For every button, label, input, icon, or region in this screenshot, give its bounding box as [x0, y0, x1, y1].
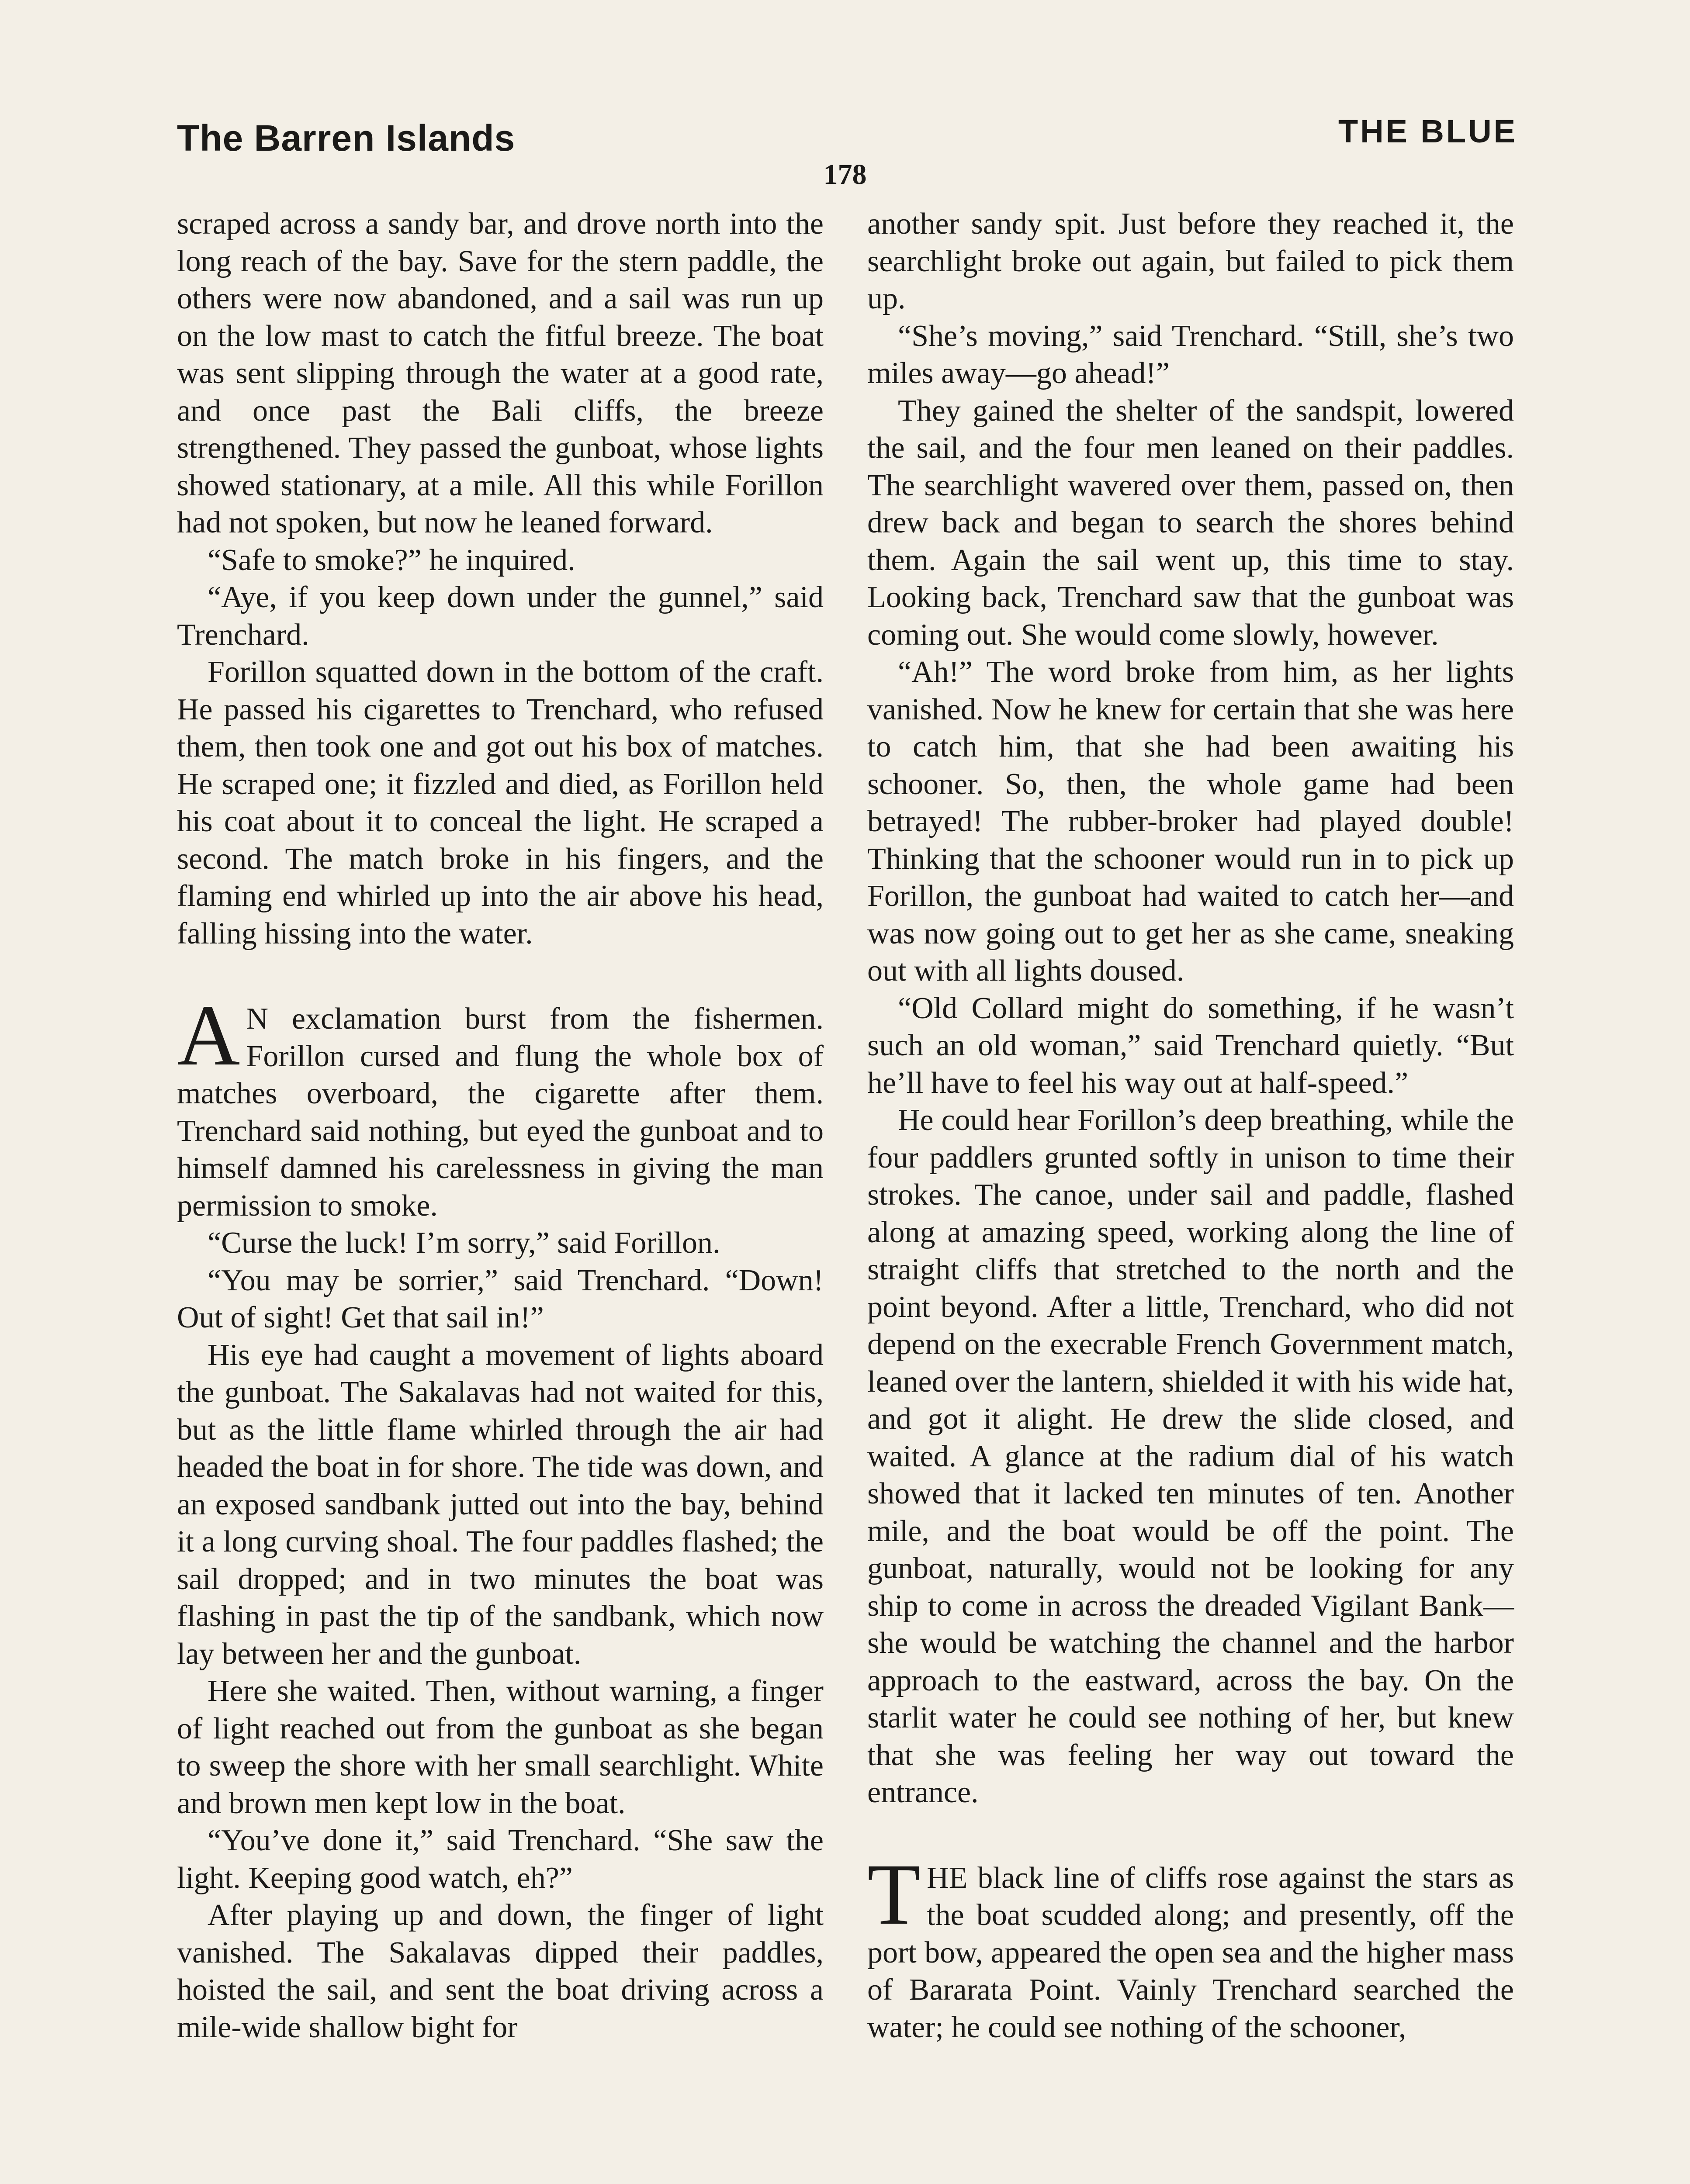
- right-column: [867, 205, 1514, 2046]
- paragraph: After playing up and down, the finger of light vanished. The Sakalavas dipped their paddles, hoisted the sail, and sent the boat driving across a mile-wide shallow bight for: [177, 1898, 824, 2044]
- paragraph-with-dropcap: [867, 1846, 1514, 2046]
- dropcap: A: [177, 987, 240, 1084]
- paragraph: scraped across a sandy bar, and drove north into the long reach of the bay. Save for the stern paddle, the others were now abandoned, and a sail was run up on the low mast to catch the fitful breeze. The boat was sent slipping through the water at a good rate, and once past the Bali cliffs, the breeze strengthened. They passed the gunboat, whose lights showed stationary, at a mile. All this while Forillon had not spoken, but now he leaned forward.: [177, 207, 824, 539]
- running-title: The Barren Islands: [177, 117, 516, 159]
- paragraph: “She’s moving,” said Trenchard. “Still, she’s two miles away—go ahead!”: [867, 319, 1514, 390]
- paragraph: “Safe to smoke?” he inquired.: [208, 543, 575, 577]
- paragraph: “You’ve done it,” said Trenchard. “She saw the light. Keeping good watch, eh?”: [177, 1824, 824, 1895]
- paragraph-text: N exclamation burst from the fishermen. Forillon cursed and flung the whole box of matches overboard, the cigarette after them. Trenchard said nothing, but eyed the gunboat and to himself damned his carelessness in giving the man permission to smoke.: [177, 1002, 824, 1223]
- section-break: [867, 1811, 1514, 1859]
- paragraph: They gained the shelter of the sandspit, lowered the sail, and the four men leaned on their paddles. The searchlight wavered over them, passed on, then drew back and began to search the shores behind them. Again the sail went up, this time to stay. Looking back, Trenchard saw that the gunboat was coming out. She would come slowly, however.: [867, 394, 1514, 652]
- left-column: [177, 205, 824, 2046]
- paragraph: He could hear Forillon’s deep breathing, while the four paddlers grunted softly in unison to time their strokes. The canoe, under sail and paddle, flashed along at amazing speed, working along the line of straight cliffs that stretched to the north and the point beyond. After a little, Trenchard, who did not depend on the execrable French Government match, leaned over the lantern, shielded it with his wide hat, and got it alight. He drew the slide closed, and waited. A glance at the radium dial of his watch showed that it lacked ten minutes of ten. Another mile, and the boat would be off the point. The gunboat, naturally, would not be looking for any ship to come in across the dreaded Vigilant Bank—she would be watching the channel and the harbor approach to the eastward, across the bay. On the starlit water he could see nothing of her, but knew that she was feeling her way out toward the entrance.: [867, 1103, 1514, 1809]
- paragraph: “Aye, if you keep down under the gunnel,” said Trenchard.: [177, 581, 824, 652]
- paragraph-with-dropcap: [177, 987, 824, 1224]
- paragraph: “You may be sorrier,” said Trenchard. “Down! Out of sight! Get that sail in!”: [177, 1263, 824, 1334]
- paragraph: His eye had caught a movement of lights aboard the gunboat. The Sakalavas had not waited for this, but as the little flame whirled through the air had headed the boat in for shore. The tide was down, and an exposed sandbank jutted out into the bay, behind it a long curving shoal. The four paddles flashed; the sail dropped; and in two minutes the boat was flashing in past the tip of the sandbank, which now lay between her and the gunboat.: [177, 1338, 824, 1671]
- paragraph: Forillon squatted down in the bottom of the craft. He passed his cigarettes to Trenchard, who refused them, then took one and got out his box of matches. He scraped one; it fizzled and died, as Forillon held his coat about it to conceal the light. He scraped a second. The match broke in his fingers, and the flaming end whirled up into the air above his head, falling hissing into the water.: [177, 655, 824, 950]
- section-break: [177, 952, 824, 1000]
- paragraph: “Curse the luck! I’m sorry,” said Forillon.: [208, 1226, 720, 1260]
- paragraph: “Old Collard might do something, if he wasn’t such an old woman,” said Trenchard quietly. “But he’ll have to feel his way out at half-speed.”: [867, 991, 1514, 1100]
- page-number: 178: [823, 159, 867, 190]
- dropcap: T: [867, 1846, 921, 1943]
- paragraph: Here she waited. Then, without warning, a finger of light reached out from the gunboat as she began to sweep the shore with her small searchlight. White and brown men kept low in the boat.: [177, 1674, 824, 1820]
- paragraph: another sandy spit. Just before they reached it, the searchlight broke out again, but failed to pick them up.: [867, 207, 1514, 315]
- paragraph: “Ah!” The word broke from him, as her lights vanished. Now he knew for certain that she was here to catch him, that she had been awaiting his schooner. So, then, the whole game had been betrayed! The rubber-broker had played double! Thinking that the schooner would run in to pick up Forillon, the gunboat had waited to catch her—and was now going out to get her as she came, sneaking out with all lights doused.: [867, 655, 1514, 988]
- paragraph-text: HE black line of cliffs rose against the stars as the boat scudded along; and presently, off the port bow, appeared the open sea and the higher mass of Bararata Point. Vainly Trenchard searched the water; he could see nothing of the schooner,: [867, 1861, 1514, 2044]
- magazine-name: THE BLUE: [1338, 113, 1517, 149]
